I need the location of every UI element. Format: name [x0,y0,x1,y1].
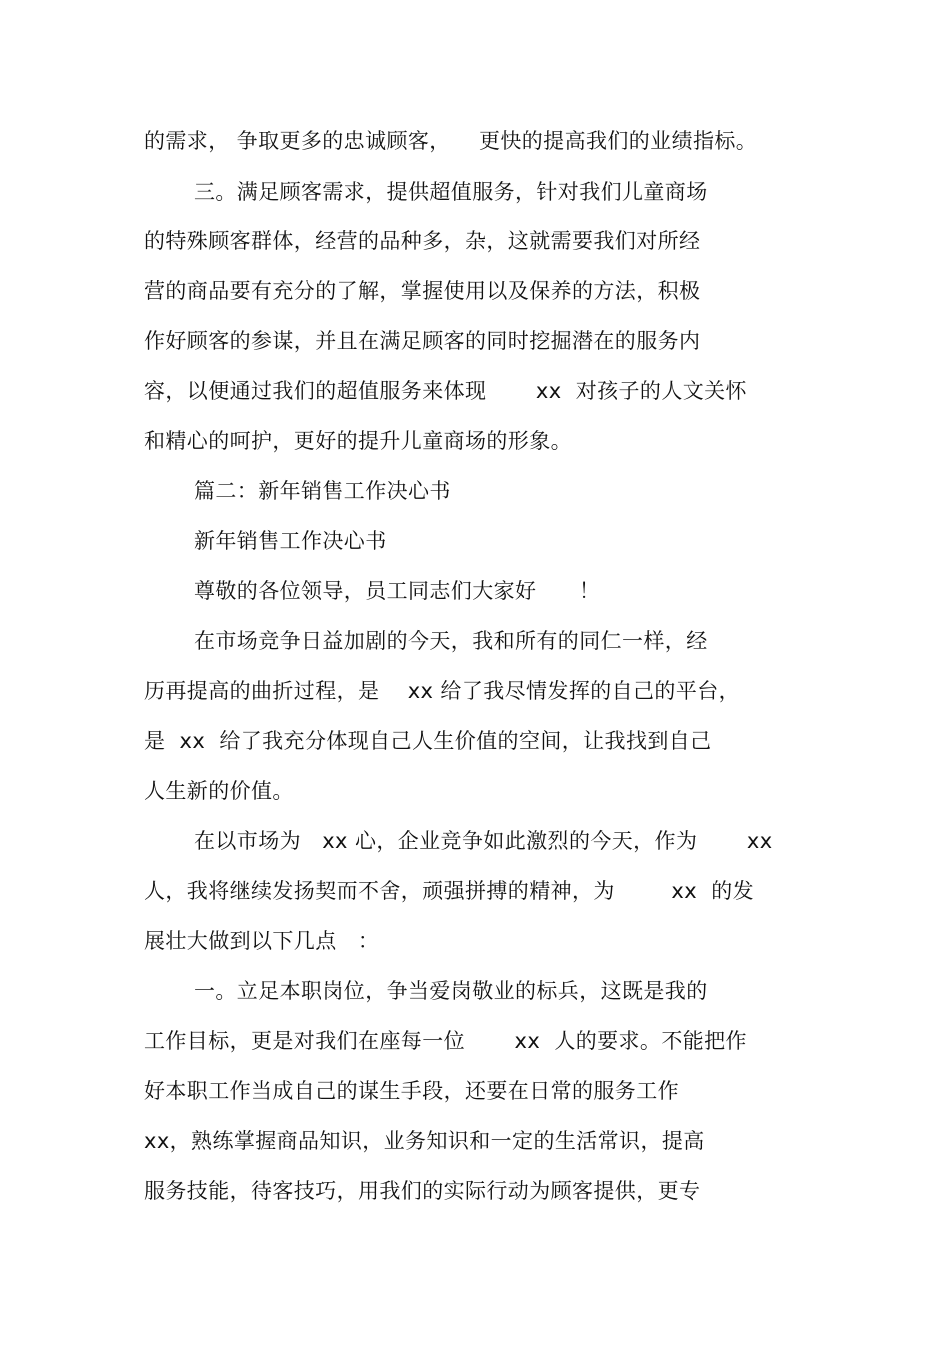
text-line: xx，熟练掌握商品知识，业务知识和一定的生活常识，提高 [144,1129,705,1153]
text-line: 作好顾客的参谋，并且在满足顾客的同时挖掘潜在的服务内 [144,329,701,353]
text-line: 的需求， 争取更多的忠诚顾客， 更快的提高我们的业绩指标。 [144,129,758,153]
text-line: 历再提高的曲折过程，是 xx 给了我尽情发挥的自己的平台， [144,679,741,703]
salutation: 尊敬的各位领导，员工同志们大家好 ！ [194,579,601,603]
text-line: 是 xx 给了我充分体现自己人生价值的空间，让我找到自己 [144,729,712,753]
text-line: 在市场竞争日益加剧的今天，我和所有的同仁一样，经 [194,629,708,653]
text-line: 人，我将继续发扬契而不舍，顽强拼搏的精神，为 xx 的发 [144,879,755,903]
text-line: 人生新的价值。 [144,779,294,803]
text-line: 和精心的呵护，更好的提升儿童商场的形象。 [144,429,572,453]
text-line: 在以市场为 xx 心，企业竞争如此激烈的今天，作为 xx [194,829,773,853]
text-line: 三。满足顾客需求，提供超值服务，针对我们儿童商场 [194,180,708,204]
text-line: 工作目标，更是对我们在座每一位 xx 人的要求。不能把作 [144,1029,747,1053]
text-line: 好本职工作当成自己的谋生手段，还要在日常的服务工作 [144,1079,679,1103]
text-line: 的特殊顾客群体，经营的品种多，杂，这就需要我们对所经 [144,229,701,253]
text-line: 服务技能，待客技巧，用我们的实际行动为顾客提供，更专 [144,1179,701,1203]
text-line: 容，以便通过我们的超值服务来体现 xx 对孩子的人文关怀 [144,379,747,403]
text-line: 展壮大做到以下几点 ： [144,929,380,953]
section-heading: 篇二：新年销售工作决心书 [194,479,451,503]
text-line: 营的商品要有充分的了解，掌握使用以及保养的方法，积极 [144,279,701,303]
document-title: 新年销售工作决心书 [194,529,387,553]
text-line: 一。立足本职岗位，争当爱岗敬业的标兵，这既是我的 [194,979,708,1003]
